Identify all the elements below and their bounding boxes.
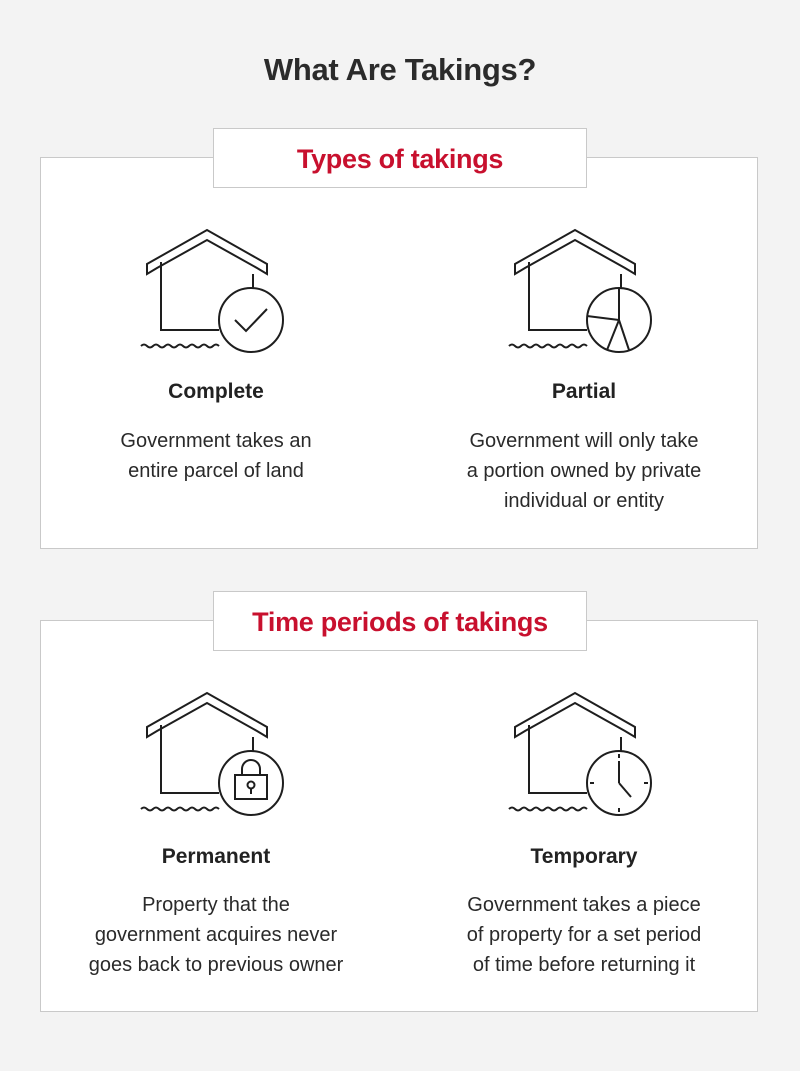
description-line: individual or entity	[503, 490, 665, 512]
permanent-description	[51, 890, 381, 980]
types-of-takings-heading: Types of takings	[213, 128, 587, 188]
time-periods-heading: Time periods of takings	[213, 591, 587, 651]
house-padlock-icon	[135, 685, 295, 825]
description-line: Government will only take	[469, 430, 699, 452]
temporary-description	[419, 890, 749, 980]
description-line: government acquires never	[94, 924, 338, 946]
complete-label: Complete	[168, 380, 264, 403]
temporary-label: Temporary	[530, 845, 638, 868]
description-line: Government takes an	[120, 430, 312, 452]
description-line: Government takes a piece	[467, 894, 701, 916]
complete-description	[51, 426, 381, 486]
house-clock-icon	[503, 685, 663, 825]
description-line: Property that the	[142, 894, 290, 916]
description-line: of time before returning it	[472, 954, 696, 976]
description-line: entire parcel of land	[128, 460, 304, 482]
partial-description	[419, 426, 749, 516]
description-line: a portion owned by private	[466, 460, 702, 482]
permanent-label: Permanent	[161, 845, 271, 868]
description-line: goes back to previous owner	[88, 954, 344, 976]
description-line: of property for a set period	[466, 924, 702, 946]
page-title: What Are Takings?	[263, 52, 537, 87]
partial-label: Partial	[551, 380, 617, 403]
house-pie-chart-icon	[503, 222, 663, 362]
house-check-icon	[135, 222, 295, 362]
